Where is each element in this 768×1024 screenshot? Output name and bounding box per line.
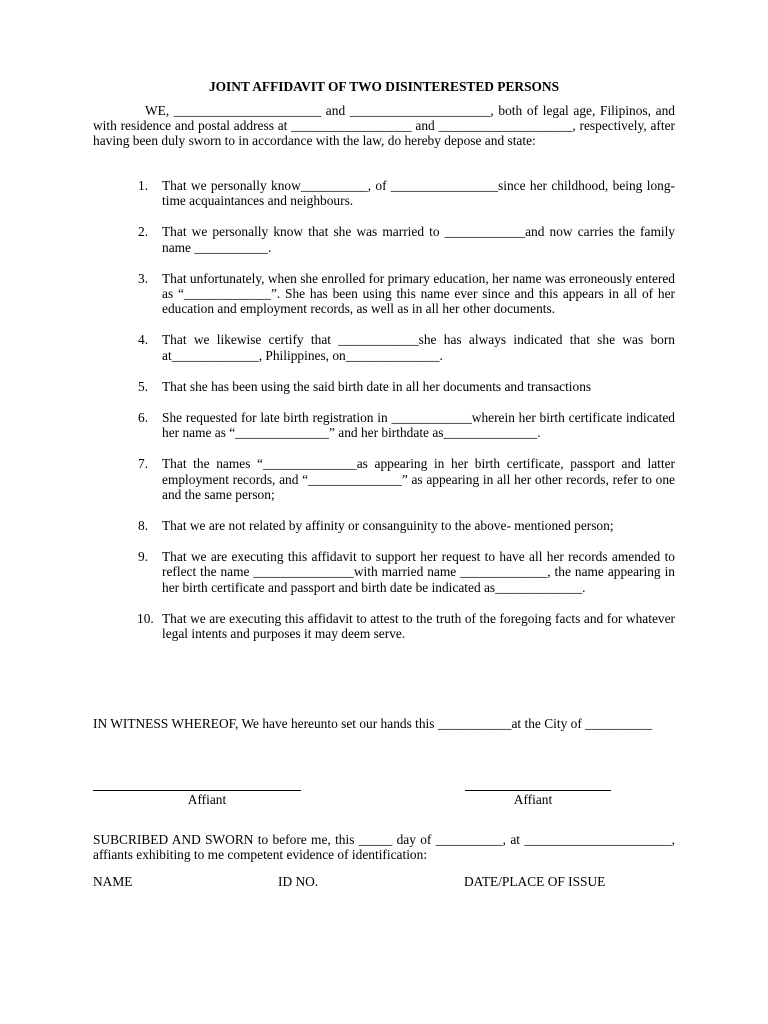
name-column-header: NAME — [93, 874, 133, 889]
item-number: 9. — [138, 549, 149, 565]
item-text: That we are executing this affidavit to support her request to have all her records amended to reflect the name _______________with married name _____________, the name appearing in her birth certificate and passport and birth date be indicated as_____________. — [162, 549, 675, 595]
item-text: That the names “______________as appearing in her birth certificate, passport and latter employment records, and “______________” as appearing in all her other records, refer to one and the same person; — [162, 456, 675, 502]
list-item — [138, 379, 675, 394]
item-number: 6. — [138, 410, 149, 426]
list-item — [138, 224, 675, 254]
list-item — [138, 271, 675, 317]
item-number: 10. — [137, 610, 154, 626]
id-column-header: ID NO. — [278, 874, 319, 889]
item-text: That she has been using the said birth date in all her documents and transactions — [162, 378, 592, 394]
item-number: 8. — [138, 518, 149, 534]
left-affiant-label: Affiant — [187, 792, 227, 807]
list-item — [138, 410, 675, 440]
item-text: That we personally know that she was married to ____________and now carries the family name ___________. — [162, 224, 675, 255]
item-text: That we personally know__________, of ________________since her childhood, being long-time acquaintances and neighbours. — [162, 178, 675, 209]
item-text: She requested for late birth registration in ____________wherein her birth certificate indicated her name as “______________” and her birthdate as______________. — [162, 410, 675, 441]
item-number: 1. — [138, 178, 149, 193]
jurat-paragraph: SUBCRIBED AND SWORN to before me, this _____ day of __________, at ______________________, affiants exhibiting to me competent evidence of identification: — [93, 832, 675, 863]
item-number: 5. — [138, 378, 149, 394]
item-text: That we are executing this affidavit to attest to the truth of the foregoing facts and for whatever legal intents and purposes it may deem serve. — [162, 610, 675, 642]
right-signature-line — [465, 790, 611, 791]
item-text: That unfortunately, when she enrolled for primary education, her name was erroneously entered as “_____________”. She has been using this name ever since and this appears in all of her education and employment records, as well as in all her other documents. — [162, 270, 675, 317]
intro-paragraph — [93, 103, 675, 149]
list-item — [138, 332, 675, 362]
left-signature-line — [93, 790, 301, 791]
statement-list — [138, 178, 675, 657]
item-text: That we are not related by affinity or consanguinity to the above- mentioned person; — [162, 518, 614, 534]
item-number: 4. — [138, 332, 149, 348]
witness-paragraph: IN WITNESS WHEREOF, We have hereunto set our hands this ___________at the City of __________ — [93, 716, 653, 731]
list-item — [138, 549, 675, 595]
item-number: 7. — [138, 456, 149, 472]
item-text: That we likewise certify that ____________she has always indicated that she was born at_____________, Philippines, on______________. — [162, 332, 675, 363]
list-item — [138, 611, 675, 641]
document-title: JOINT AFFIDAVIT OF TWO DISINTERESTED PERSONS — [208, 79, 560, 94]
right-affiant-label: Affiant — [513, 792, 553, 807]
list-item — [138, 518, 675, 533]
date-place-column-header: DATE/PLACE OF ISSUE — [464, 874, 606, 889]
list-item — [138, 178, 675, 208]
item-number: 3. — [138, 270, 149, 286]
item-number: 2. — [138, 224, 149, 240]
intro-text: WE, ______________________ and _____________________, both of legal age, Filipinos, and with residence and postal address at __________________ and ____________________, respectively, after having been duly sworn to in accordance with the law, do hereby depose and state: — [93, 103, 675, 149]
list-item — [138, 456, 675, 502]
